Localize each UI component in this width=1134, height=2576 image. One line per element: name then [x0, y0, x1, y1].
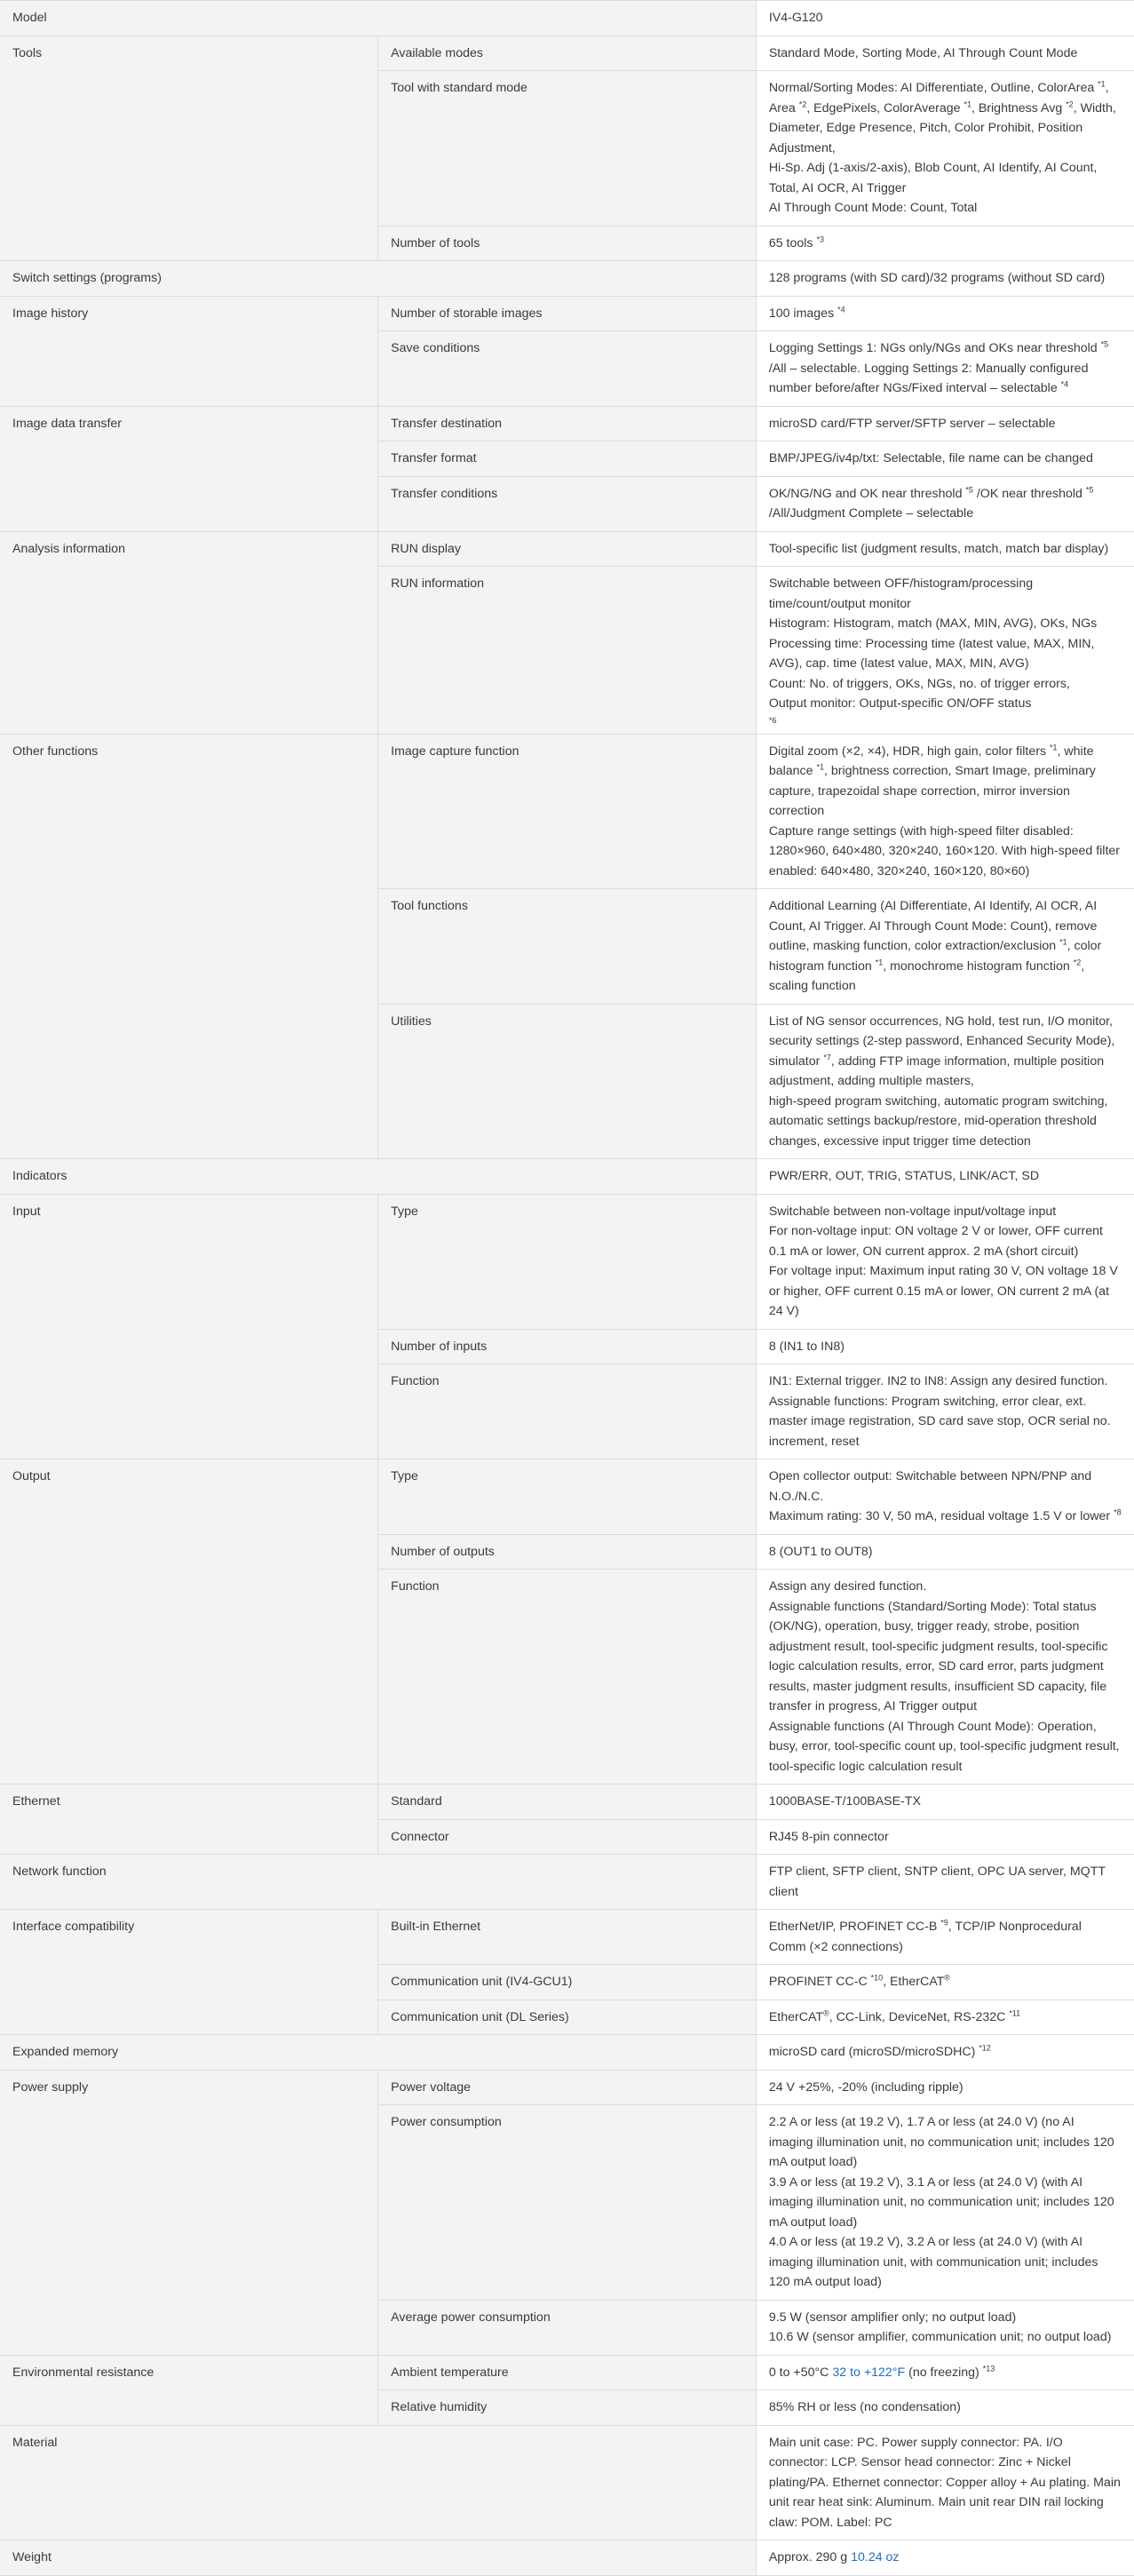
text: Normal/Sorting Modes: AI Differentiate, Outline, ColorArea — [768, 81, 1098, 95]
row-label: Indicators — [0, 1159, 756, 1195]
text-line: 2.2 A or less (at 19.2 V), 1.7 A or less (at 24.0 V) (no AI imaging illumination unit, no communication unit; includes 120 mA output load) — [768, 2115, 1114, 2169]
text-line: Output monitor: Output-specific ON/OFF status — [768, 696, 1032, 711]
row-value: BMP/JPEG/iv4p/txt: Selectable, file name can be changed — [756, 441, 1134, 477]
footnote: *8 — [1114, 1507, 1122, 1517]
text-line — [769, 1507, 1122, 1527]
text: , EtherCAT — [883, 1975, 945, 1989]
row-label: Transfer format — [378, 441, 757, 477]
group-label: Ethernet — [0, 1785, 378, 1855]
text: List of NG sensor occurrences, NG hold, test run, I/O monitor, security settings (2-step password, Enhanced Security Mode), simulator — [768, 1014, 1115, 1069]
text: 100 images — [768, 306, 838, 321]
row-value: FTP client, SFTP client, SNTP client, OPC UA server, MQTT client — [756, 1855, 1134, 1910]
fahrenheit-conversion-link[interactable]: 32 to +122°F — [832, 2365, 906, 2380]
row-transfer-destination — [0, 406, 1134, 441]
text-line — [769, 742, 1122, 822]
row-value — [756, 2355, 1134, 2390]
row-label: Switch settings (programs) — [0, 261, 756, 297]
text: OK/NG/NG and OK near threshold — [768, 486, 966, 501]
group-label: Environmental resistance — [0, 2355, 378, 2425]
row-label: Function — [378, 1364, 757, 1459]
footnote: *1 — [1059, 937, 1067, 947]
text: PROFINET CC-C — [768, 1975, 871, 1989]
group-label: Interface compatibility — [0, 1910, 378, 2035]
row-memory — [0, 2035, 1134, 2071]
row-switch-settings — [0, 261, 1134, 297]
text: , Area — [768, 81, 1109, 115]
row-label: Type — [378, 1459, 757, 1535]
footnote: *2 — [1066, 99, 1074, 108]
row-label: Connector — [378, 1819, 757, 1855]
row-label: Communication unit (DL Series) — [378, 2000, 757, 2035]
row-interface-builtin — [0, 1910, 1134, 1965]
text-line: Assign any desired function. — [768, 1579, 927, 1594]
row-value: 8 (OUT1 to OUT8) — [756, 1534, 1134, 1570]
row-model — [0, 1, 1134, 36]
text-line: For non-voltage input: ON voltage 2 V or lower, OFF current 0.1 mA or lower, ON current approx. 2 mA (short circuit) — [768, 1224, 1103, 1259]
text: , Width, Diameter, Edge Presence, — [768, 100, 1116, 135]
row-value: microSD card/FTP server/SFTP server – selectable — [756, 406, 1134, 441]
row-label: Power consumption — [378, 2105, 757, 2301]
row-material — [0, 2425, 1134, 2540]
footnote: *5 — [965, 484, 973, 494]
row-label: Average power consumption — [378, 2300, 757, 2355]
row-label: Relative humidity — [378, 2390, 757, 2426]
row-label: Available modes — [378, 36, 757, 71]
text: Additional Learning (AI Differentiate, AI Identify, AI OCR, AI Count, AI Trigger. AI Through Count Mode: Count), remove outline, masking function, color extraction/exclusion — [768, 899, 1098, 953]
text: , EdgePixels, ColorAverage — [806, 100, 964, 115]
row-value: Tool-specific list (judgment results, match, match bar display) — [756, 531, 1134, 567]
row-label: Number of outputs — [378, 1534, 757, 1570]
row-env-temperature — [0, 2355, 1134, 2390]
text-line: AI Through Count Mode: Count, Total — [768, 201, 978, 215]
text: , white balance — [768, 743, 1094, 778]
row-label: Standard — [378, 1785, 757, 1820]
text-line: Assignable functions (Standard/Sorting Mode): Total status (OK/NG), operation, busy, trigger ready, strobe, position adjustment result, tool-specific judgment results, tool-specific logic calculation results, error, SD card error, parts judgment results, master judgment results, insufficient SD capacity, file transfer in progress, AI Trigger output — [768, 1599, 1108, 1713]
footnote: *2 — [1073, 957, 1082, 966]
row-value — [756, 2105, 1134, 2301]
text-line: high-speed program switching, automatic program switching, automatic settings backup/restore, mid-operation threshold changes, excessive input trigger time detection — [768, 1093, 1108, 1149]
footnote: *1 — [964, 99, 971, 108]
text: /All – selectable. Logging Settings 2: Manually configured number before/after NGs/Fixed interval – selectable — [768, 361, 1089, 395]
text-line: Capture range settings (with high-speed filter disabled: 1280×960, 640×480, 320×240, 160×120. With high-speed filter enabled: 640×480, 320×240, 160×120, 80×60) — [768, 823, 1121, 879]
row-label: Weight — [0, 2540, 756, 2576]
row-value: Standard Mode, Sorting Mode, AI Through Count Mode — [756, 36, 1134, 71]
row-label: Tool with standard mode — [378, 71, 757, 227]
ounce-conversion-link[interactable]: 10.24 oz — [851, 2550, 900, 2564]
text-line: Assignable functions (AI Through Count Mode): Operation, busy, error, tool-specific count up, tool-specific judgment result, tool-specific logic calculation result — [768, 1719, 1120, 1774]
row-value: 85% RH or less (no condensation) — [756, 2390, 1134, 2426]
row-value — [756, 2300, 1134, 2355]
text: 0 to +50°C — [768, 2365, 833, 2380]
text: microSD card (microSD/microSDHC) — [768, 2045, 979, 2059]
row-label: Save conditions — [378, 331, 757, 407]
text: , scaling function — [768, 958, 1085, 993]
row-tools-modes — [0, 36, 1134, 71]
row-value — [756, 476, 1134, 531]
row-output-type — [0, 1459, 1134, 1535]
row-value: 8 (IN1 to IN8) — [756, 1329, 1134, 1364]
text-line — [769, 78, 1122, 158]
text-line: Assignable functions: Program switching, error clear, ext. master image registration, SD card save stop, OCR serial no. increment, reset — [768, 1394, 1111, 1449]
row-value — [756, 331, 1134, 407]
row-value — [756, 734, 1134, 889]
group-label: Image data transfer — [0, 406, 378, 531]
row-label: Built-in Ethernet — [378, 1910, 757, 1965]
group-label: Image history — [0, 296, 378, 406]
text: , monochrome histogram function — [883, 958, 1074, 974]
text: , Brightness Avg — [971, 100, 1067, 115]
row-value — [756, 2000, 1134, 2035]
text: 65 tools — [768, 235, 817, 250]
row-label: Model — [0, 1, 756, 36]
row-value — [756, 71, 1134, 227]
text: , TCP/IP Nonprocedural Comm (×2 connections) — [768, 1920, 1082, 1954]
text-line — [769, 1012, 1122, 1092]
group-label: Input — [0, 1194, 378, 1459]
row-value — [756, 296, 1134, 331]
group-label: Tools — [0, 36, 378, 261]
row-value — [756, 1459, 1134, 1535]
text-line: 9.5 W (sensor amplifier only; no output load) — [768, 2310, 1017, 2325]
row-network — [0, 1855, 1134, 1910]
footnote: *2 — [798, 99, 807, 108]
text: , adding FTP image information, multiple position adjustment, adding multiple masters, — [768, 1053, 1105, 1088]
footnote: *4 — [837, 304, 845, 314]
group-label: Other functions — [0, 734, 378, 1159]
text-line: 10.6 W (sensor amplifier, communication unit; no output load) — [768, 2330, 1112, 2344]
text: EtherCAT — [768, 2009, 824, 2024]
registered-mark: ® — [823, 2008, 829, 2017]
footnote: *1 — [875, 957, 884, 966]
row-value — [756, 1194, 1134, 1329]
row-value — [756, 1910, 1134, 1965]
row-image-history-storable — [0, 296, 1134, 331]
row-label: RUN information — [378, 567, 757, 735]
row-label: Image capture function — [378, 734, 757, 889]
row-label: Number of storable images — [378, 296, 757, 331]
footnote: *5 — [1100, 339, 1109, 349]
row-label: Number of inputs — [378, 1329, 757, 1364]
text: (no freezing) — [905, 2365, 983, 2380]
row-label: Type — [378, 1194, 757, 1329]
footnote: *7 — [823, 1052, 831, 1061]
row-label: Network function — [0, 1855, 756, 1910]
text: EtherNet/IP, PROFINET CC-B — [768, 1920, 941, 1934]
footnote: *1 — [1098, 79, 1106, 89]
text-line: Open collector output: Switchable between NPN/PNP and N.O./N.C. — [768, 1469, 1092, 1504]
row-label: Ambient temperature — [378, 2355, 757, 2390]
row-other-image-capture — [0, 734, 1134, 889]
row-value — [756, 1004, 1134, 1159]
row-label: Tool functions — [378, 889, 757, 1005]
row-input-type — [0, 1194, 1134, 1329]
row-value — [756, 2540, 1134, 2576]
row-value — [756, 1965, 1134, 2000]
text: , color histogram function — [768, 939, 1102, 974]
text: /OK near threshold — [972, 486, 1086, 501]
text: Maximum rating: 30 V, 50 mA, residual voltage 1.5 V or lower — [768, 1509, 1114, 1523]
row-label: Utilities — [378, 1004, 757, 1159]
row-value — [756, 1570, 1134, 1785]
footnote: *3 — [816, 234, 824, 243]
row-value: 24 V +25%, -20% (including ripple) — [756, 2070, 1134, 2105]
row-value: Main unit case: PC. Power supply connector: PA. I/O connector: LCP. Sensor head connector: Zinc + Nickel plating/PA. Ethernet connector: Copper alloy + Au plating. Main unit rear heat sink: Aluminum. Main unit rear DIN rail locking claw: POM. Label: PC — [756, 2425, 1134, 2540]
row-label: Expanded memory — [0, 2035, 756, 2071]
row-label: Power voltage — [378, 2070, 757, 2105]
row-value: 1000BASE-T/100BASE-TX — [756, 1785, 1134, 1820]
text-line: Switchable between OFF/histogram/processing time/count/output monitor — [768, 576, 1034, 611]
text-line: For voltage input: Maximum input rating 30 V, ON voltage 18 V or higher, OFF current 0.15 mA or lower, ON current 2 mA (at 24 V) — [768, 1264, 1118, 1318]
text-line: Count: No. of triggers, OKs, NGs, no. of trigger errors, — [768, 676, 1070, 691]
text: , CC-Link, DeviceNet, RS-232C — [829, 2009, 1010, 2024]
row-indicators — [0, 1159, 1134, 1195]
text-line: Switchable between non-voltage input/voltage input — [768, 1204, 1057, 1219]
row-value — [756, 1364, 1134, 1459]
group-label: Output — [0, 1459, 378, 1785]
text-line: 3.9 A or less (at 19.2 V), 3.1 A or less (at 24.0 V) (with AI imaging illumination unit, no communication unit; includes 120 mA output load) — [768, 2174, 1114, 2230]
row-value — [756, 226, 1134, 261]
text-line: Processing time: Processing time (latest value, MAX, MIN, AVG), cap. time (latest value, MAX, MIN, AVG) — [768, 636, 1095, 671]
footnote: *1 — [816, 762, 824, 772]
text: , brightness correction, Smart Image, preliminary capture, trapezoidal shape correction, mirror inversion correction — [768, 764, 1096, 818]
footnote: *6 — [768, 715, 777, 725]
row-label: RUN display — [378, 531, 757, 567]
footnote: *5 — [1085, 484, 1094, 494]
group-label: Power supply — [0, 2070, 378, 2355]
row-label: Number of tools — [378, 226, 757, 261]
footnote: *10 — [870, 1973, 884, 1983]
row-power-voltage — [0, 2070, 1134, 2105]
row-weight — [0, 2540, 1134, 2576]
text: /All/Judgment Complete – selectable — [768, 506, 974, 521]
footnote: *9 — [940, 1918, 948, 1928]
registered-mark: ® — [944, 1973, 950, 1983]
text: Pitch, Color Prohibit, Position Adjustment, — [768, 121, 1083, 155]
row-value — [756, 889, 1134, 1005]
footnote: *1 — [1050, 742, 1058, 751]
text: Digital zoom (×2, ×4), HDR, high gain, color filters — [768, 743, 1051, 759]
footnote: *12 — [979, 2043, 991, 2053]
row-label: Function — [378, 1570, 757, 1785]
text: Approx. 290 g — [768, 2550, 852, 2564]
text-line: Histogram: Histogram, match (MAX, MIN, AVG), OKs, NGs — [768, 616, 1098, 631]
row-value — [756, 567, 1134, 735]
row-value: RJ45 8-pin connector — [756, 1819, 1134, 1855]
group-label: Analysis information — [0, 531, 378, 734]
text-line: 4.0 A or less (at 19.2 V), 3.2 A or less (at 24.0 V) (with AI imaging illumination unit, with communication unit; includes 120 mA output load) — [768, 2235, 1098, 2289]
row-label: Transfer conditions — [378, 476, 757, 531]
row-label: Communication unit (IV4-GCU1) — [378, 1965, 757, 2000]
row-analysis-run-display — [0, 531, 1134, 567]
row-label: Material — [0, 2425, 756, 2540]
footnote: *4 — [1060, 379, 1069, 389]
text-line: IN1: External trigger. IN2 to IN8: Assign any desired function. — [768, 1374, 1108, 1388]
row-value: PWR/ERR, OUT, TRIG, STATUS, LINK/ACT, SD — [756, 1159, 1134, 1195]
footnote: *13 — [982, 2363, 995, 2373]
text-line: Hi-Sp. Adj (1-axis/2-axis), Blob Count, AI Identify, AI Count, Total, AI OCR, AI Trigger — [768, 161, 1098, 195]
row-value — [756, 2035, 1134, 2071]
row-ethernet-standard — [0, 1785, 1134, 1820]
row-label: Transfer destination — [378, 406, 757, 441]
footnote: *11 — [1009, 2008, 1021, 2017]
row-value: 128 programs (with SD card)/32 programs (without SD card) — [756, 261, 1134, 297]
text: Logging Settings 1: NGs only/NGs and OKs near threshold — [768, 341, 1101, 355]
row-value: IV4-G120 — [756, 1, 1134, 36]
